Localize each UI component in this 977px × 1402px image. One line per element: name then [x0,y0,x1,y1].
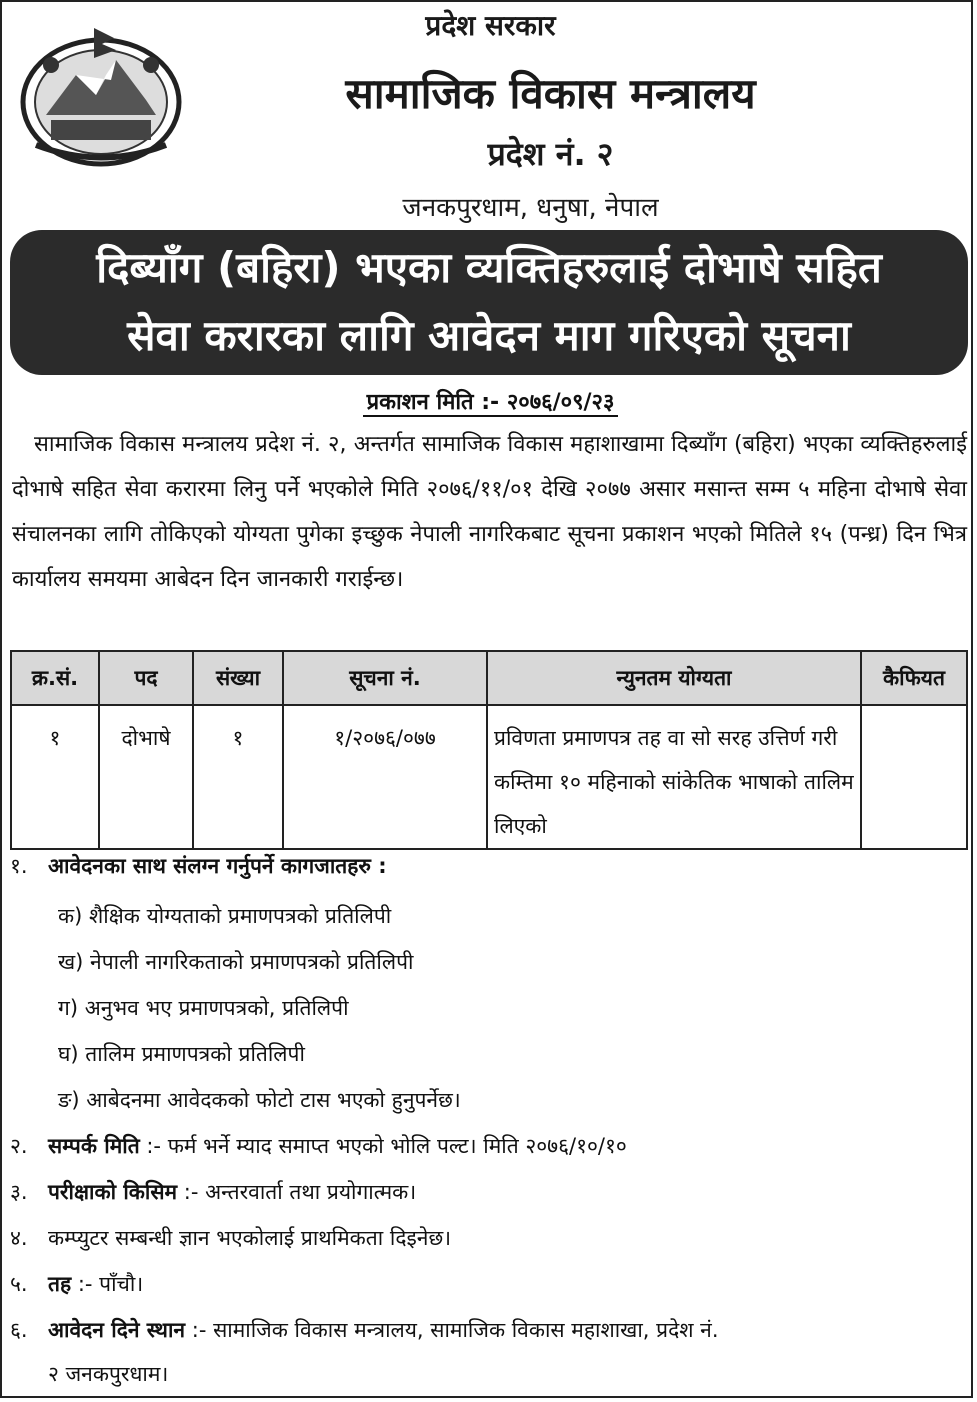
banner-line-1: दिब्याँग (बहिरा) भएका व्यक्तिहरुलाई दोभाषे सहित [96,243,882,292]
note-3-title: परीक्षाको किसिम [48,1180,178,1204]
notice-title-banner [10,230,968,375]
header-qualification: न्युनतम योग्यता [487,651,861,705]
doc-item: ख) नेपाली नागरिकताको प्रमाणपत्रको प्रतिलिपी [58,950,414,974]
cell-qualification: प्रविणता प्रमाणपत्र तह वा सो सरह उत्तिर्ण गरी कम्तिमा १० महिनाको सांकेतिक भाषाको तालिम लिएको [487,705,861,849]
note-6 [10,1316,719,1344]
note-1 [10,852,387,880]
ministry-name: सामाजिक विकास मन्त्रालय [345,69,756,118]
cell-notice-no: १/२०७६/०७७ [283,705,487,849]
note-3-text: :- अन्तरवार्ता तथा प्रयोगात्मक। [183,1180,417,1204]
cell-count: १ [193,705,283,849]
note-4-number: ४. [10,1226,28,1250]
note-1-number: १. [10,854,28,878]
note-4-text: कम्प्युटर सम्बन्धी ज्ञान भएकोलाई प्राथमिकता दिइनेछ। [48,1226,452,1250]
table-row [11,705,967,849]
note-6-title: आवेदन दिने स्थान [48,1318,186,1342]
province-label: प्रदेश नं. २ [487,135,614,173]
cell-sn: १ [11,705,99,849]
doc-item: घ) तालिम प्रमाणपत्रको प्रतिलिपी [58,1042,305,1066]
intro-paragraph [12,422,967,602]
cell-post: दोभाषे [99,705,193,849]
note-2-text: :- फर्म भर्ने म्याद समाप्त भएको भोलि पल्ट। मिति २०७६/१०/१० [146,1134,627,1158]
table-header-row [11,651,967,705]
note-3-number: ३. [10,1180,28,1204]
header-notice-no: सूचना नं. [283,651,487,705]
header-remarks: कैफियत [861,651,967,705]
publish-date [2,386,977,416]
note-4 [10,1224,451,1252]
note-5 [10,1270,143,1298]
note-5-number: ५. [10,1272,28,1296]
note-6-text: :- सामाजिक विकास मन्त्रालय, सामाजिक विकास महाशाखा, प्रदेश नं. [191,1318,719,1342]
doc-item: क) शैक्षिक योग्यताको प्रमाणपत्रको प्रतिलिपी [58,904,392,928]
publish-date-text: प्रकाशन मिति :- २०७६/०९/२३ [363,390,619,417]
note-5-title: तह [48,1272,72,1296]
cell-remarks [861,705,967,849]
note-6-number: ६. [10,1318,28,1342]
address-label: जनकपुरधाम, धनुषा, नेपाल [402,193,659,223]
note-2-number: २. [10,1134,28,1158]
banner-line-2: सेवा करारका लागि आवेदन माग गरिएको सूचना [127,311,851,360]
note-5-text: :- पाँचौ। [77,1272,144,1296]
government-label: प्रदेश सरकार [425,9,556,42]
note-2 [10,1132,627,1160]
doc-item: ङ) आबेदनमा आवेदकको फोटो टास भएको हुनुपर्नेछ। [58,1088,461,1112]
note-3 [10,1178,416,1206]
note-1-title: आवेदनका साथ संलग्न गर्नुपर्ने कागजातहरु : [48,854,387,878]
header-count: संख्या [193,651,283,705]
note-2-title: सम्पर्क मिति [48,1134,140,1158]
note-6-continuation: २ जनकपुरधाम। [48,1362,169,1386]
header-sn: क्र.सं. [11,651,99,705]
doc-item: ग) अनुभव भए प्रमाणपत्रको, प्रतिलिपी [58,996,349,1020]
vacancy-table [10,650,968,850]
intro-text: सामाजिक विकास मन्त्रालय प्रदेश नं. २, अन्तर्गत सामाजिक विकास महाशाखामा दिब्याँग (बहिरा) भएका व्यक्तिहरुलाई दोभाषे सहित सेवा करारमा लिनु पर्ने भएकोले मिति २०७६/११/०१ देखि २०७७ असार मसान्त सम्म ५ महिना दोभाषे सेवा संचालनका लागि तोकिएको योग्यता पुगेका इच्छुक नेपाली नागरिकबाट सूचना प्रकाशन भएको मितिले १५ (पन्ध्र) दिन भित्र कार्यालय समयमा आबेदन दिन जानकारी गराईन्छ। [12,432,967,592]
header-post: पद [99,651,193,705]
